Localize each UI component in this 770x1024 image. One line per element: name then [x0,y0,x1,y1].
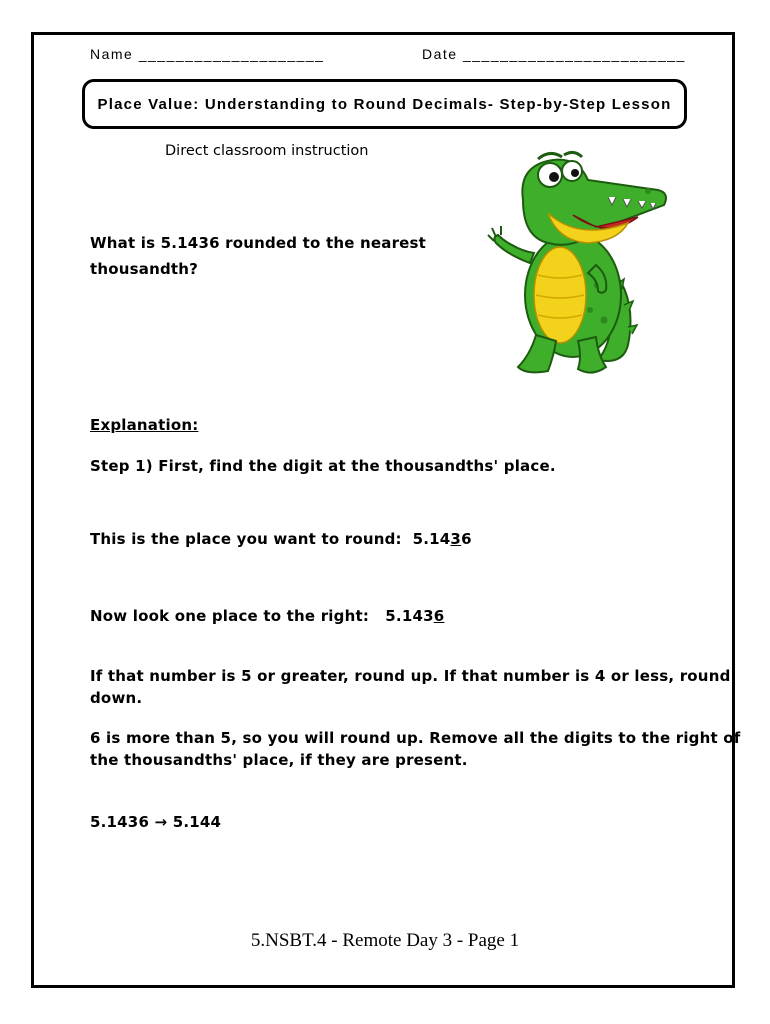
question-line-1: What is 5.1436 rounded to the nearest [90,234,427,252]
explanation-heading: Explanation: [90,416,199,434]
right-digit-line [90,605,444,627]
apply-line-2: the thousandths' place, if they are present. [90,751,468,769]
subtitle: Direct classroom instruction [165,143,369,159]
round-place-digit: 3 [450,530,462,548]
question-line-2: thousandth? [90,260,199,278]
result-line: 5.1436 → 5.144 [90,813,222,831]
right-digit-text: Now look one place to the right: 5.143 [90,607,434,625]
title-box [82,79,687,129]
date-field-label: Date ________________________ [422,46,686,62]
round-place-suffix: 6 [461,530,472,548]
page-footer: 5.NSBT.4 - Remote Day 3 - Page 1 [250,930,520,951]
page-title: Place Value: Understanding to Round Decimals- Step-by-Step Lesson [97,95,672,113]
apply-line-1: 6 is more than 5, so you will round up. Remove all the digits to the right of [90,729,741,747]
rule-line-2: down. [90,689,143,707]
crocodile-icon [478,145,678,385]
round-place-line [90,528,472,550]
right-digit-value: 6 [433,607,445,625]
round-place-text: This is the place you want to round: 5.14 [90,530,451,548]
name-field-label: Name ____________________ [90,46,325,62]
step-1: Step 1) First, find the digit at the thousandths' place. [90,457,556,475]
rule-line-1: If that number is 5 or greater, round up. If that number is 4 or less, round [90,667,731,685]
